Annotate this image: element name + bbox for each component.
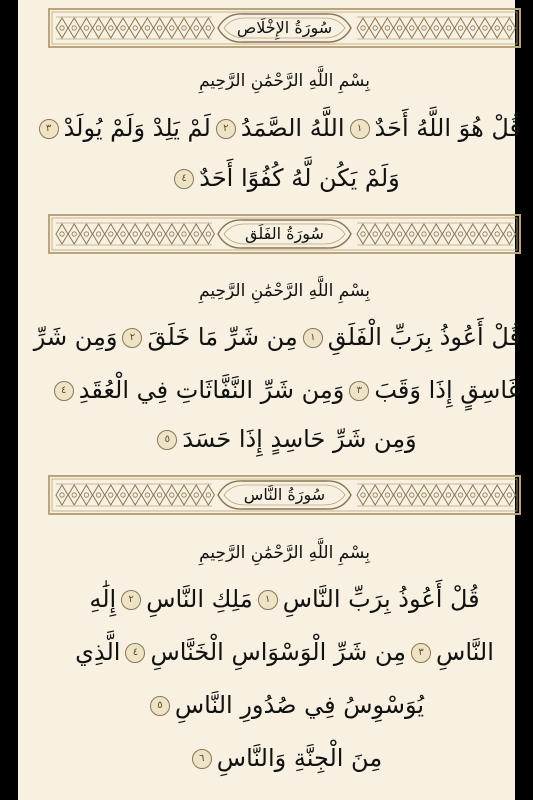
surah-title: سُورَةُ الفَلَق [245,224,324,243]
verse-line [48,631,521,673]
verse-line [48,157,521,199]
surah-banner [48,214,521,254]
verse-text: الَّذِي [75,638,121,666]
ayah-number-marker: ٤ [54,381,74,401]
verse-text: وَلَمْ يَكُن لَّهُ كُفُوًا أَحَدٌ [199,164,400,192]
surah-banner [48,8,521,48]
ayah-number-marker: ١ [303,328,323,348]
surah-title: سُورَةُ النَّاس [243,485,326,504]
verse-text: غَاسِقٍ إِذَا وَقَبَ [374,376,521,404]
verse-text: قُلْ هُوَ اللَّهُ أَحَدٌ [374,114,521,142]
ayah-number-marker: ١ [258,590,278,610]
ayah-number-marker: ١ [350,119,370,139]
ayah-number-marker: ٥ [150,696,170,716]
verse-line [33,316,521,358]
ayah-number-marker: ٤ [174,169,194,189]
verse-text: وَمِن شَرِّ حَاسِدٍ إِذَا حَسَدَ [182,425,417,453]
basmala: بِسْمِ اللَّهِ الرَّحْمَٰنِ الرَّحِيمِ [199,281,370,301]
verse-line [48,369,521,411]
ayah-number-marker: ٣ [411,643,431,663]
verse-text: مِنَ الْجِنَّةِ وَالنَّاسِ [216,744,383,772]
verse-text: اللَّهُ الصَّمَدُ [240,114,345,142]
verse-line [45,107,521,149]
ayah-number-marker: ٣ [39,119,59,139]
verse-text: وَمِن شَرِّ [33,323,118,351]
verse-text: مِن شَرِّ مَا خَلَقَ [147,323,298,351]
verse-text: يُوَسْوِسُ فِي صُدُورِ النَّاسِ [174,691,425,719]
verse-line [48,418,521,460]
basmala: بِسْمِ اللَّهِ الرَّحْمَٰنِ الرَّحِيمِ [199,543,370,563]
verse-text: وَمِن شَرِّ النَّفَّاثَاتِ فِي الْعُقَدِ [78,376,345,404]
basmala: بِسْمِ اللَّهِ الرَّحْمَٰنِ الرَّحِيمِ [199,71,370,91]
ayah-number-marker: ٦ [192,749,212,769]
verse-text: إِلَٰهِ [89,585,117,613]
verse-line [48,578,521,620]
ayah-number-marker: ٣ [349,381,369,401]
page-paper [18,0,521,800]
ayah-number-marker: ٤ [125,643,145,663]
verse-text: لَمْ يَلِدْ وَلَمْ يُولَدْ [63,114,211,142]
surah-title: سُورَةُ الإِخْلَاص [236,18,333,37]
ayah-number-marker: ٥ [157,430,177,450]
verse-line [48,737,521,779]
verse-text: قُلْ أَعُوذُ بِرَبِّ النَّاسِ [282,585,480,613]
ayah-number-marker: ٢ [122,328,142,348]
ayah-number-marker: ٢ [216,119,236,139]
verse-text: مِن شَرِّ الْوَسْوَاسِ الْخَنَّاسِ [150,638,407,666]
verse-text: النَّاسِ [436,638,494,666]
verse-text: قُلْ أَعُوذُ بِرَبِّ الْفَلَقِ [327,323,521,351]
ayah-number-marker: ٢ [121,590,141,610]
surah-banner [48,475,521,515]
verse-line [48,684,521,726]
verse-text: مَلِكِ النَّاسِ [146,585,253,613]
